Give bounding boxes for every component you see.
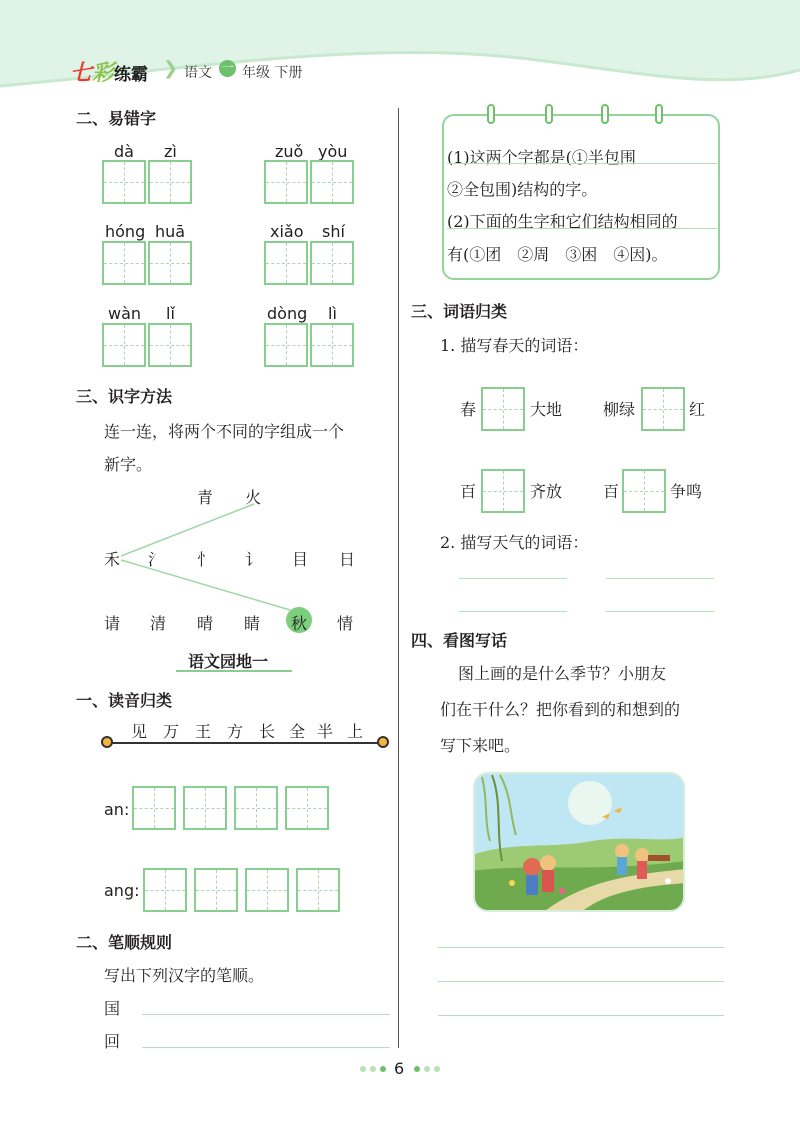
writing-cell[interactable] xyxy=(622,469,666,513)
line-char: 上 xyxy=(347,722,364,741)
writing-cell[interactable] xyxy=(143,868,187,912)
pinyin: zì xyxy=(164,142,177,161)
instruction-text: 连一连，将两个不同的字组成一个 xyxy=(104,422,345,441)
writing-cell[interactable] xyxy=(481,387,525,431)
prompt-text: 们在干什么？把你看到的和想到的 xyxy=(440,700,681,719)
question-text: 1. 描写春天的词语： xyxy=(440,336,589,355)
word-suffix: 齐放 xyxy=(530,482,563,501)
grade-label: 年级 下册 xyxy=(242,65,303,81)
garden-title: 语文园地一 xyxy=(188,652,269,671)
instruction-text: 新字。 xyxy=(104,455,153,474)
writing-cell[interactable] xyxy=(296,868,340,912)
pinyin: hóng xyxy=(105,222,146,241)
word-suffix: 大地 xyxy=(530,400,563,419)
line-char: 方 xyxy=(227,722,244,741)
note-text: ②全包围)结构的字。 xyxy=(447,180,598,199)
radical-char: 忄 xyxy=(197,550,214,569)
radical-char: 日 xyxy=(339,550,356,569)
writing-cell[interactable] xyxy=(245,868,289,912)
garden-title-underline xyxy=(176,670,292,672)
line-endpoint xyxy=(377,736,389,748)
writing-cell[interactable] xyxy=(641,387,685,431)
section-title-shizi: 三、识字方法 xyxy=(76,387,173,406)
page-dot xyxy=(370,1066,376,1072)
writing-line[interactable] xyxy=(438,1015,724,1016)
answer-char[interactable]: 睛 xyxy=(244,614,261,633)
pinyin: xiǎo xyxy=(270,222,304,241)
page-dot xyxy=(434,1066,440,1072)
answer-line[interactable] xyxy=(142,1014,390,1015)
question-text: 2. 描写天气的词语： xyxy=(440,533,589,552)
note-text: (1)这两个字都是(①半包围 xyxy=(447,148,636,167)
top-char: 火 xyxy=(245,488,262,507)
brand-rest: 练霸 xyxy=(114,65,149,85)
word-suffix: 争鸣 xyxy=(670,482,703,501)
word-prefix: 百 xyxy=(603,482,620,501)
subject-label: 语文 xyxy=(184,65,212,81)
answer-char[interactable]: 清 xyxy=(150,614,167,633)
line-char: 见 xyxy=(131,722,148,741)
char-line xyxy=(112,742,379,744)
section-title-yicuozi: 二、易错字 xyxy=(76,109,157,128)
answer-line[interactable] xyxy=(142,1047,390,1048)
radical-char: 讠 xyxy=(245,550,262,569)
binder-ring xyxy=(545,104,553,124)
chevron-right-icon: ❯ xyxy=(163,58,179,79)
brand-cai: 彩 xyxy=(92,60,115,86)
prompt-text: 图上画的是什么季节？小朋友 xyxy=(458,664,667,683)
writing-line[interactable] xyxy=(438,947,724,948)
spring-scene-illustration xyxy=(472,771,686,913)
pinyin: huā xyxy=(155,222,186,241)
word-prefix: 柳绿 xyxy=(603,400,636,419)
rhyme-label-an: an: xyxy=(104,800,130,819)
page-dot xyxy=(360,1066,366,1072)
binder-ring xyxy=(601,104,609,124)
top-char: 青 xyxy=(197,488,214,507)
answer-line[interactable] xyxy=(606,578,714,579)
writing-cell[interactable] xyxy=(481,469,525,513)
pinyin: zuǒ xyxy=(275,142,304,161)
writing-cell[interactable] xyxy=(183,786,227,830)
page-dot xyxy=(380,1066,386,1072)
note-text: 有(①团 ②周 ③困 ④因)。 xyxy=(447,245,668,264)
brand-qi: 七 xyxy=(70,60,93,86)
note-rule xyxy=(447,228,717,229)
pinyin: lǐ xyxy=(166,304,175,323)
binder-ring xyxy=(487,104,495,124)
binder-ring xyxy=(655,104,663,124)
answer-char[interactable]: 秋 xyxy=(291,614,308,633)
grade-mark: 一 xyxy=(220,61,234,76)
word-prefix: 百 xyxy=(460,482,477,501)
line-char: 万 xyxy=(163,722,180,741)
writing-cell[interactable] xyxy=(234,786,278,830)
word-prefix: 春 xyxy=(460,400,477,419)
answer-char[interactable]: 晴 xyxy=(197,614,214,633)
page-number: 6 xyxy=(394,1059,405,1078)
answer-char[interactable]: 情 xyxy=(337,614,354,633)
line-char: 全 xyxy=(289,722,306,741)
answer-char[interactable]: 请 xyxy=(104,614,121,633)
line-char: 王 xyxy=(195,722,212,741)
word-suffix: 红 xyxy=(689,400,706,419)
pinyin: dòng xyxy=(267,304,308,323)
writing-cell[interactable] xyxy=(285,786,329,830)
answer-line[interactable] xyxy=(459,578,567,579)
radical-char: 目 xyxy=(292,550,309,569)
section-title-duyin: 一、读音归类 xyxy=(76,691,173,710)
note-text: (2)下面的生字和它们结构相同的 xyxy=(447,212,678,231)
answer-line[interactable] xyxy=(606,611,714,612)
pinyin: lì xyxy=(328,304,337,323)
note-rule xyxy=(447,163,717,164)
page-dot xyxy=(424,1066,430,1072)
writing-line[interactable] xyxy=(438,981,724,982)
radical-char: 氵 xyxy=(148,550,165,569)
answer-line[interactable] xyxy=(459,611,567,612)
page-dot xyxy=(414,1066,420,1072)
section-title-ciyu: 三、词语归类 xyxy=(411,302,508,321)
rhyme-label-ang: ang: xyxy=(104,881,140,900)
line-char: 长 xyxy=(259,722,276,741)
section-title-kantu: 四、看图写话 xyxy=(411,631,508,650)
pinyin: yòu xyxy=(318,142,348,161)
pinyin: shí xyxy=(322,222,345,241)
line-char: 半 xyxy=(317,722,334,741)
writing-cell[interactable] xyxy=(194,868,238,912)
instruction-text: 写出下列汉字的笔顺。 xyxy=(104,966,265,985)
section-title-bishun: 二、笔顺规则 xyxy=(76,933,173,952)
pinyin: wàn xyxy=(108,304,142,323)
stroke-char: 国 xyxy=(104,999,121,1018)
prompt-text: 写下来吧。 xyxy=(440,736,521,755)
stroke-char: 回 xyxy=(104,1032,121,1051)
pinyin: dà xyxy=(114,142,134,161)
writing-cell[interactable] xyxy=(132,786,176,830)
radical-char: 禾 xyxy=(104,550,121,569)
